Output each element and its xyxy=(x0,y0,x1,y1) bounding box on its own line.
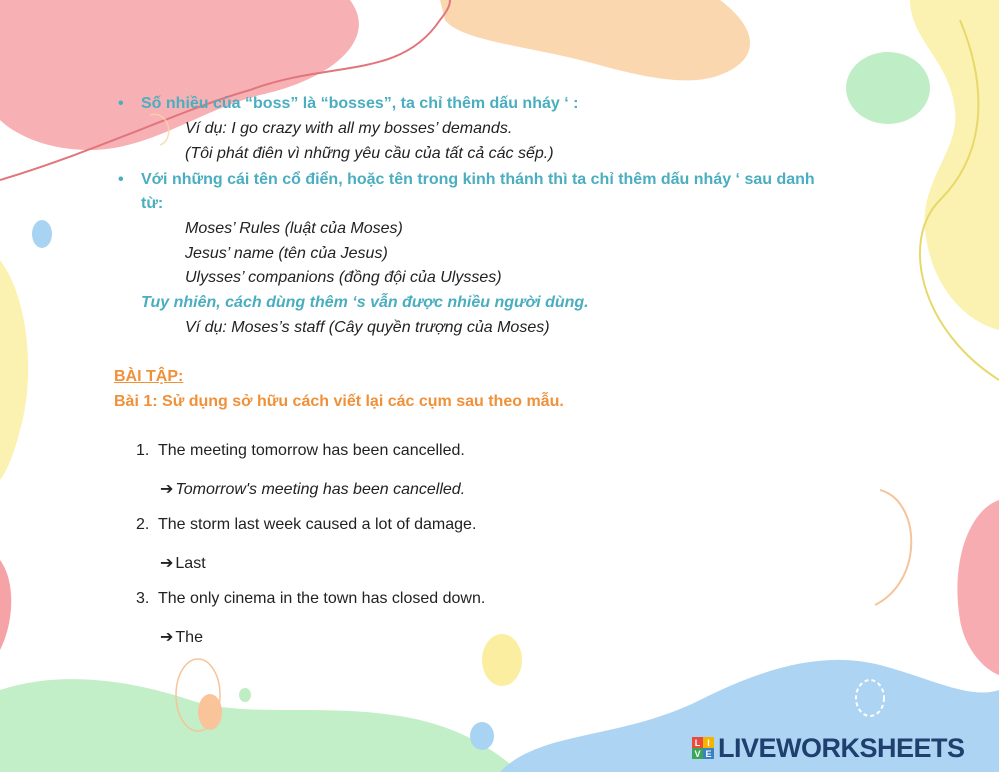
bullet-dot: • xyxy=(118,171,124,188)
question-number: 2. xyxy=(136,516,150,533)
question-number: 1. xyxy=(136,442,150,459)
bullet-text: Với những cái tên cổ điển, hoặc tên trong kinh thánh thì ta chỉ thêm dấu nháy ‘ sau danh xyxy=(141,171,815,188)
usage-note: Tuy nhiên, cách dùng thêm ‘s vẫn được nhiều người dùng. xyxy=(141,294,589,311)
liveworksheets-logo[interactable] xyxy=(692,732,965,764)
logo-text: LIVEWORKSHEETS xyxy=(718,732,965,763)
bullet-text-continued: từ: xyxy=(141,195,164,212)
exercise-instruction: Bài 1: Sử dụng sở hữu cách viết lại các cụm sau theo mẫu. xyxy=(114,393,564,410)
logo-letter: I xyxy=(703,737,714,748)
sample-answer: Tomorrow's meeting has been cancelled. xyxy=(175,481,466,498)
question-text: The storm last week caused a lot of damage. xyxy=(158,516,477,533)
example-line: Moses’ Rules (luật của Moses) xyxy=(185,220,403,237)
question-number: 3. xyxy=(136,590,150,607)
liveworksheets-logo-icon xyxy=(692,737,714,759)
example-line: Ulysses’ companions (đồng đội của Ulysses) xyxy=(185,269,502,286)
answer-line xyxy=(160,479,465,499)
bullet-text: Số nhiều của “boss” là “bosses”, ta chỉ thêm dấu nháy ‘ : xyxy=(141,95,579,112)
arrow-right-icon: ➔ xyxy=(160,481,174,498)
example-line: Jesus’ name (tên của Jesus) xyxy=(185,245,388,262)
logo-letter: V xyxy=(692,748,703,759)
answer-prompt[interactable]: Last xyxy=(175,555,206,572)
answer-line xyxy=(160,553,206,573)
bullet-dot: • xyxy=(118,95,124,112)
note-example: Ví dụ: Moses’s staff (Cây quyền trượng của Moses) xyxy=(185,319,550,336)
arrow-right-icon: ➔ xyxy=(160,629,174,646)
exercise-heading: BÀI TẬP: xyxy=(114,368,184,385)
logo-letter: L xyxy=(692,737,703,748)
answer-line xyxy=(160,627,203,647)
example-translation: (Tôi phát điên vì những yêu cầu của tất cả các sếp.) xyxy=(185,145,554,162)
question-text: The only cinema in the town has closed down. xyxy=(158,590,486,607)
answer-prompt[interactable]: The xyxy=(175,629,203,646)
example-line: Ví dụ: I go crazy with all my bosses’ demands. xyxy=(185,120,513,137)
question-text: The meeting tomorrow has been cancelled. xyxy=(158,442,465,459)
logo-letter: E xyxy=(703,748,714,759)
arrow-right-icon: ➔ xyxy=(160,555,174,572)
